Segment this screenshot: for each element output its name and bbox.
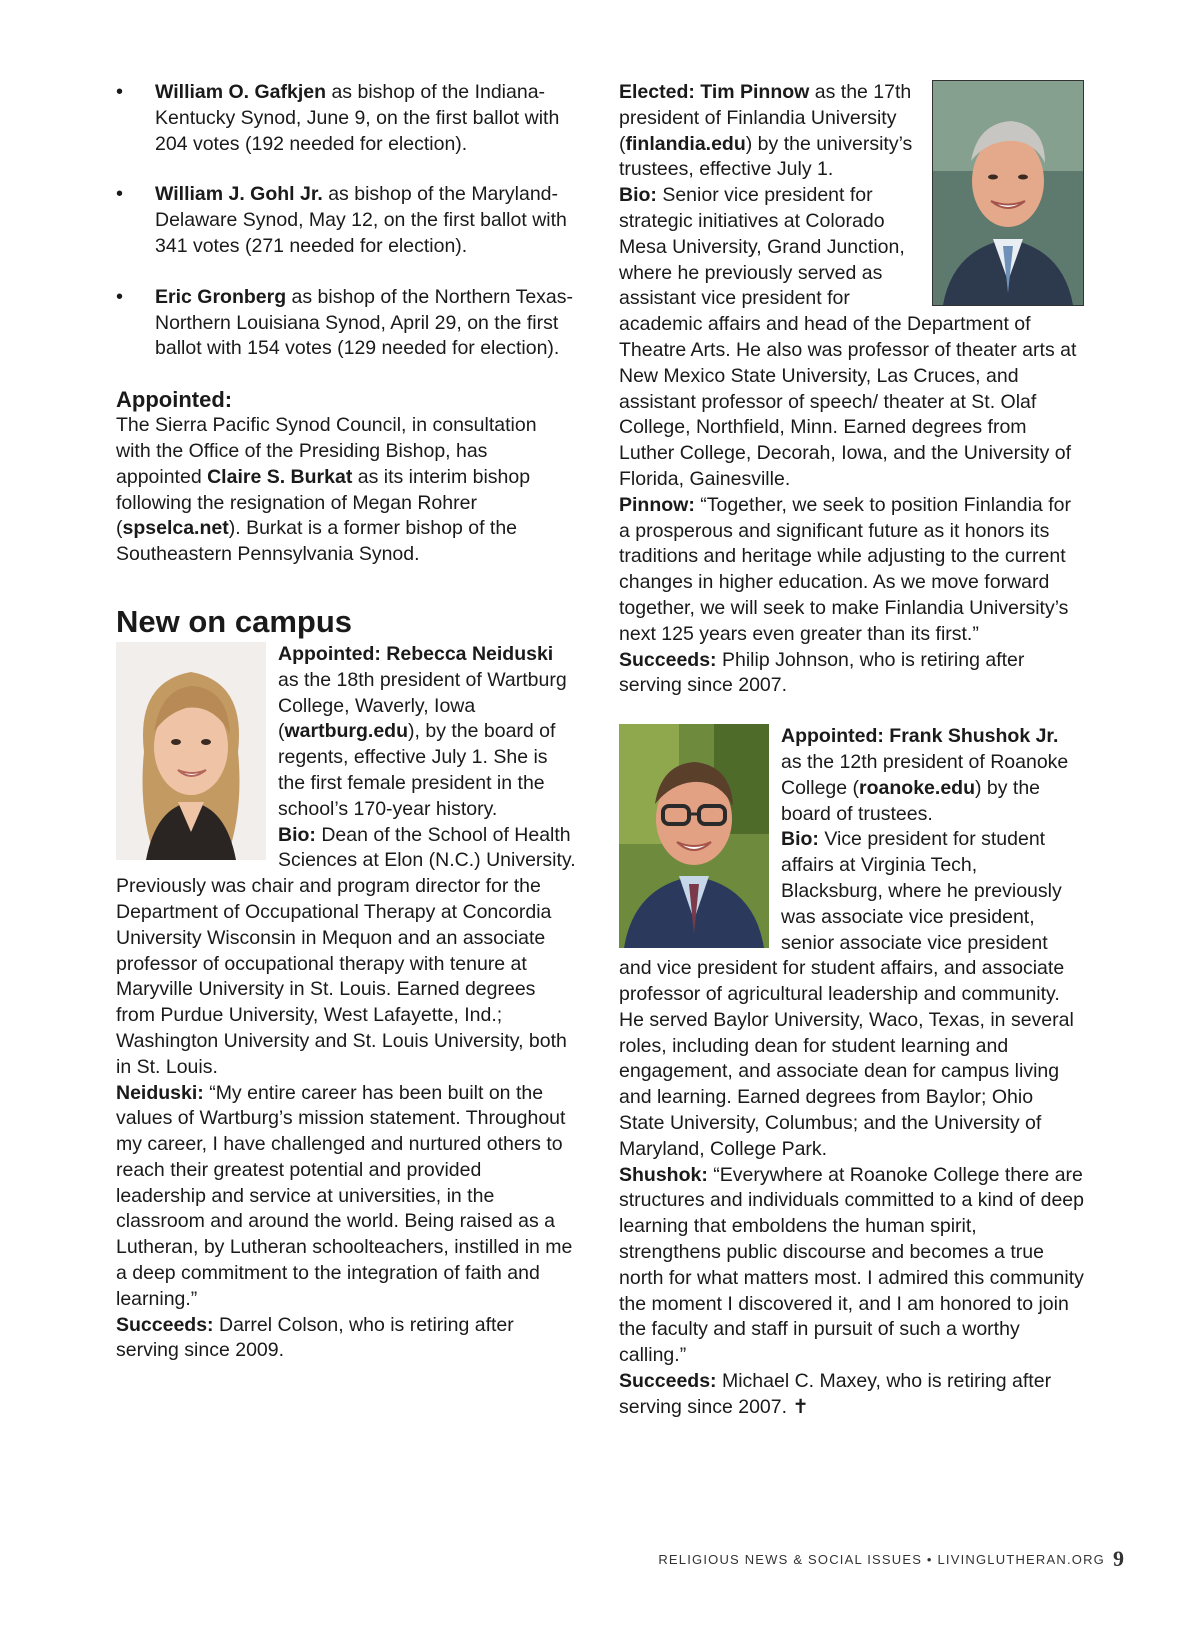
neiduski-photo (116, 642, 266, 860)
appointed-heading: Appointed: (116, 387, 233, 413)
spselca-link[interactable]: spselca.net (122, 517, 229, 540)
pinnow-paragraph: Elected: Tim Pinnow as the 17th president of Finlandia University (finlandia.edu) by the university’s trustees, effective July 1. Bio: Senior vice president for strategic initiatives at Colorado Mesa University, Grand Junction, where he previously served as assistant vice president for academic affairs and head of the Department of Theatre Arts. He also was professor of theater arts at New Mexico State University, Las Cruces, and assistant professor of speech/ theater at St. Olaf College, Northfield, Minn. Earned degrees from Luther College, Decorah, Iowa, and the University of Florida, Gainesville. Pinnow: “Together, we seek to position Finlandia for a prosperous and significant future as it honors its traditions and heritage while adjusting to the current changes in higher education. As we move forward together, we will seek to make Finlandia University’s next 125 years even greater than its first.” Succeeds: Philip Johnson, who is retiring after serving since 2007. (619, 81, 1077, 697)
page-number: 9 (1113, 1546, 1124, 1571)
shushok-paragraph: Appointed: Frank Shushok Jr. as the 12th president of Roanoke College (roanoke.edu) by the board of trustees. Bio: Vice president for student affairs at Virginia Tech, Blacksburg, where he previously was associate vice president, senior associate vice president and vice president for student affairs, and associate professor of agricultural leadership and community. He served Baylor University, Waco, Texas, in several roles, including dean for student learning and engagement, and associate dean for campus living and learning. Earned degrees from Baylor; Ohio State University, Columbus; and the University of Maryland, College Park. Shushok: “Everywhere at Roanoke College there are structures and individuals committed to a kind of deep learning that emboldens the human spirit, strengthens public discourse and becomes a true north for what matters most. I admired this community the moment I discovered it, and I am honored to join the faculty and staff in pursuit of such a worthy calling.” Succeeds: Michael C. Maxey, who is retiring after serving since 2007. ✝ (619, 725, 1085, 1418)
pinnow-photo (932, 80, 1084, 306)
neiduski-paragraph: Appointed: Rebecca Neiduski as the 18th president of Wartburg College, Waverly, Iowa (wartburg.edu), by the board of regents, effective July 1. She is the first female president in the school’s 170-year history. Bio: Dean of the School of Health Sciences at Elon (N.C.) University. Previously was chair and program director for the Department of Occupational Therapy at Concordia University Wisconsin in Mequon and an associate professor of occupational therapy with tenure at Maryville University in St. Louis. Earned degrees from Purdue University, West Lafayette, Ind.; Washington University and St. Louis University, both in St. Louis. Neiduski: “My entire career has been built on the values of Wartburg’s mission statement. Throughout my career, I have challenged and nurtured others to reach their greatest potential and provided leadership and service at universities, in the classroom and around the world. Being raised as a Lutheran, by Lutheran schoolteachers, instilled in me a deep commitment to the integration of faith and learning.” Succeeds: Darrel Colson, who is retiring after serving since 2009. (116, 642, 576, 1362)
right-column (619, 80, 1084, 1421)
finlandia-link[interactable]: finlandia.edu (625, 132, 746, 155)
list-item: • Eric Gronberg as bishop of the Northern Texas-Northern Louisiana Synod, April 29, on the first ballot with 154 votes (129 needed for election). (116, 285, 576, 362)
roanoke-link[interactable]: roanoke.edu (859, 776, 975, 799)
list-item: • William O. Gafkjen as bishop of the Indiana-Kentucky Synod, June 9, on the first ballot with 204 votes (192 needed for election). (116, 80, 576, 157)
appointed-paragraph: The Sierra Pacific Synod Council, in consultation with the Office of the Presiding Bishop, has appointed Claire S. Burkat as its interim bishop following the resignation of Megan Rohrer (spselca.net). Burkat is a former bishop of the Southeastern Pennsylvania Synod. (116, 414, 537, 566)
bishop-list (116, 80, 576, 362)
list-item: • William J. Gohl Jr. as bishop of the Maryland-Delaware Synod, May 12, on the first ballot with 341 votes (271 needed for election). (116, 182, 576, 259)
wartburg-link[interactable]: wartburg.edu (284, 720, 409, 743)
shushok-photo (619, 724, 769, 948)
section-title-new-on-campus: New on campus (116, 603, 352, 639)
footer-text: RELIGIOUS NEWS & SOCIAL ISSUES • LIVINGLUTHERAN.ORG (658, 1552, 1105, 1567)
end-cross-icon: ✝ (792, 1395, 809, 1418)
page-footer (658, 1546, 1124, 1572)
left-column (116, 80, 576, 1364)
